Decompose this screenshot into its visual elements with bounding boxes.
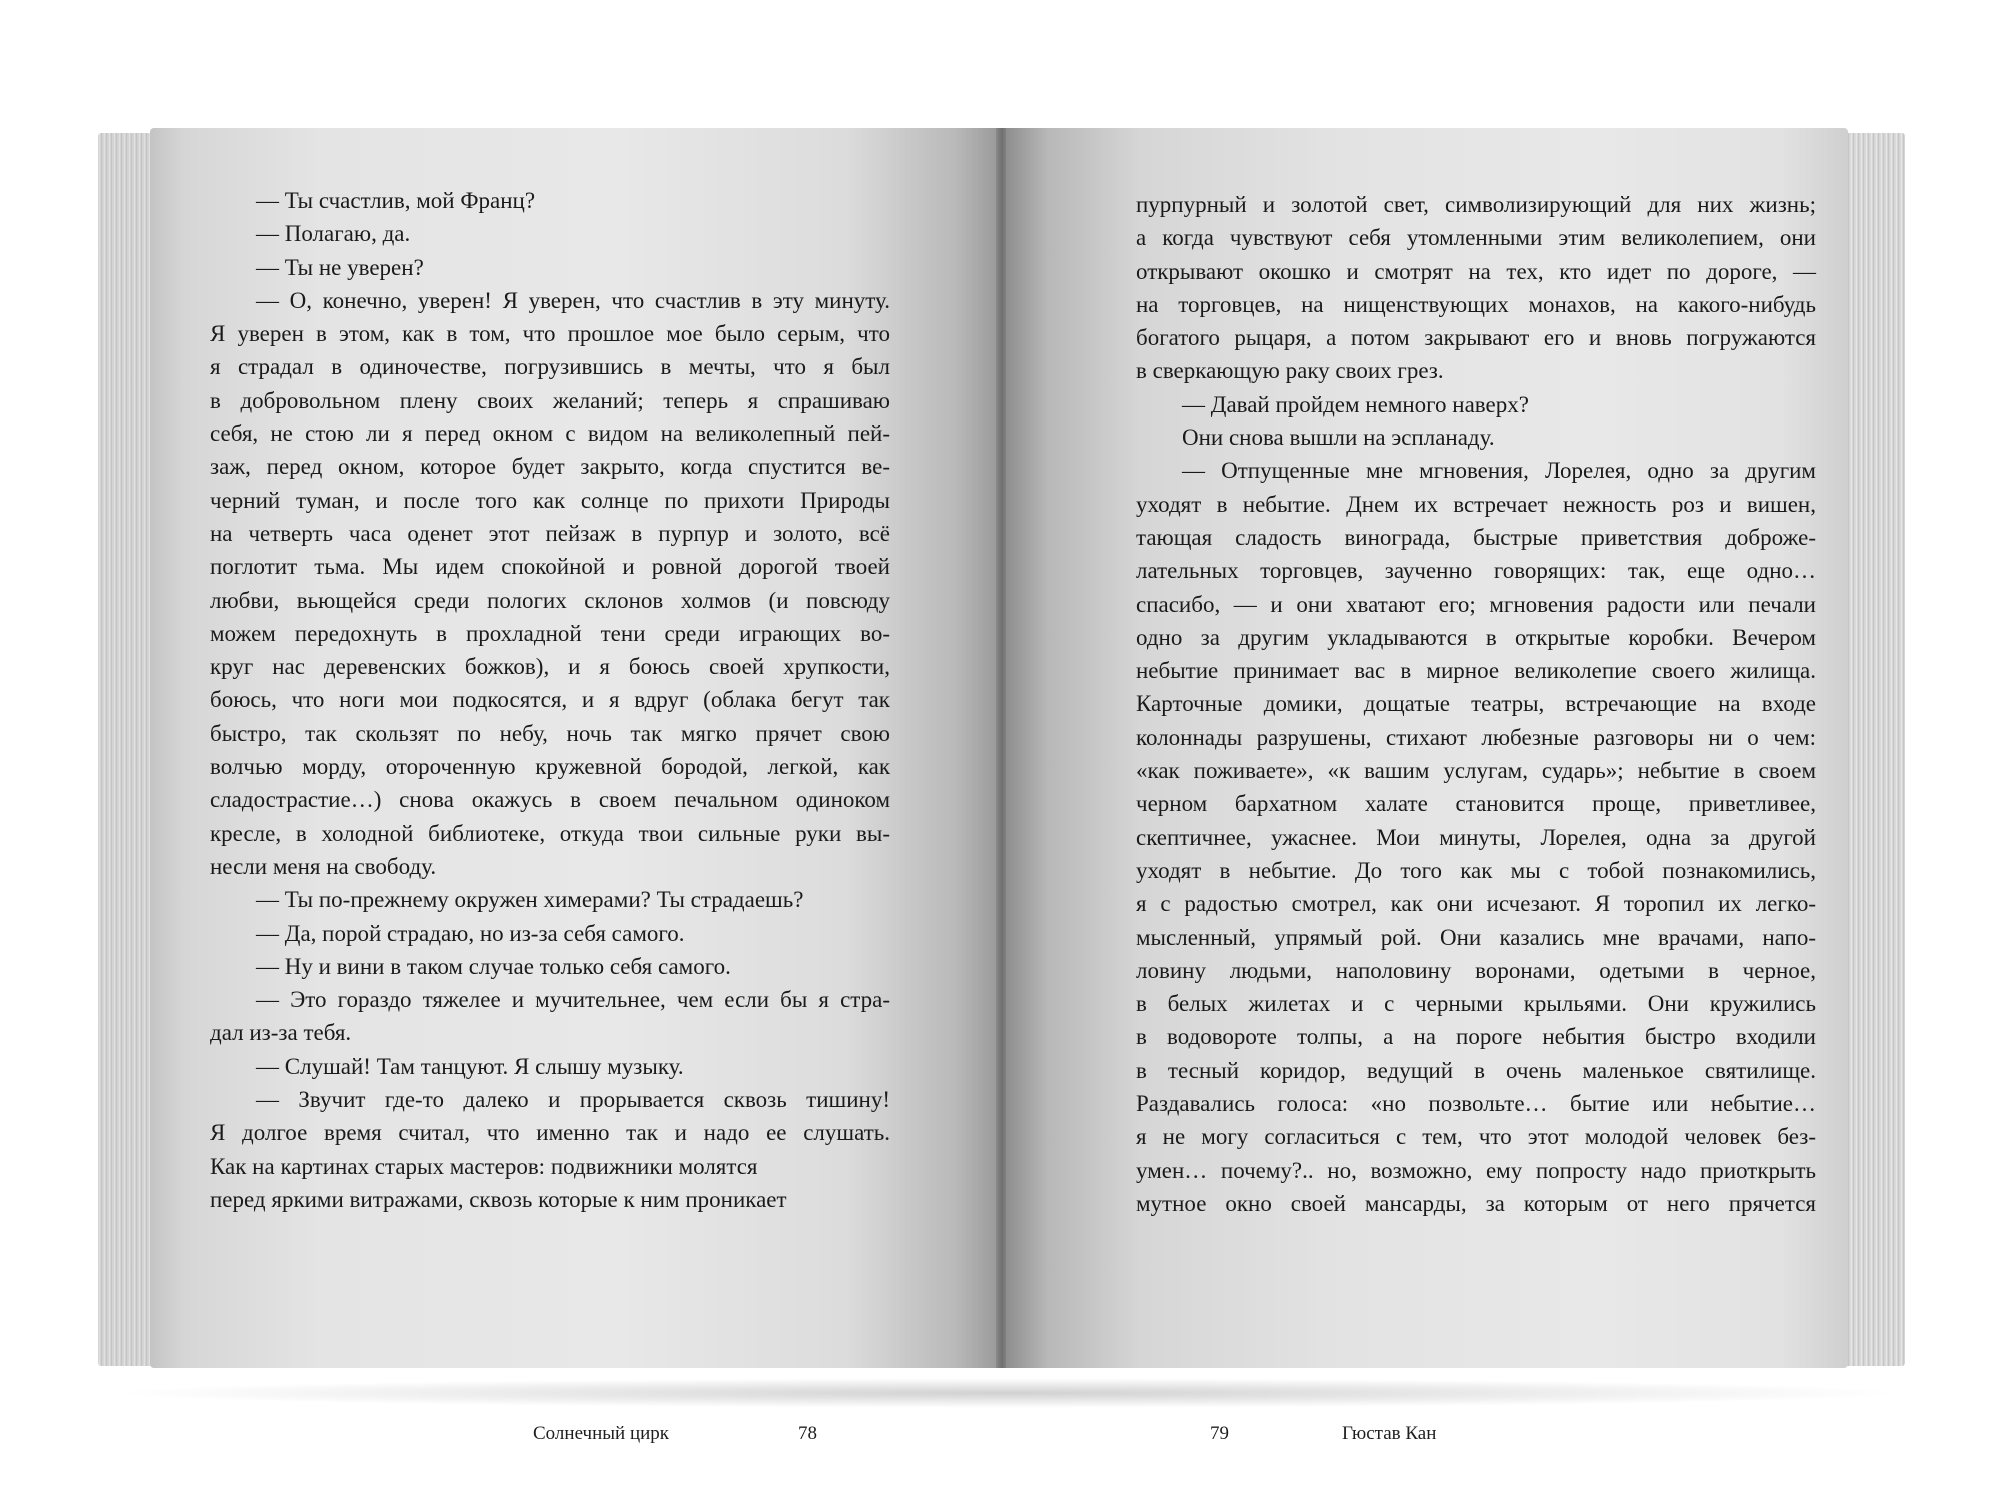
text-line: я с радостью смотрел, как они исчезают. Я торопил их легко- bbox=[1136, 891, 1816, 917]
text-line: уходят в небытие. До того как мы с тобой познакомились, bbox=[1136, 857, 1816, 883]
text-line: на торговцев, на нищенствующих монахов, на какого-нибудь bbox=[1136, 291, 1816, 317]
left-page-text bbox=[210, 184, 890, 1216]
page-number-right: 79 bbox=[1210, 1423, 1229, 1444]
text-line: открывают окошко и смотрят на тех, кто идет по дороге, — bbox=[1136, 258, 1816, 284]
text-line: кресле, в холодной библиотеке, откуда твои сильные руки вы- bbox=[210, 820, 890, 846]
text-line: мутное окно своей мансарды, за которым от него прячется bbox=[1136, 1190, 1816, 1216]
running-title: Солнечный цирк bbox=[533, 1423, 670, 1444]
text-line: в водовороте толпы, а на пороге небытия быстро входили bbox=[1136, 1024, 1816, 1050]
text-line: я не могу согласиться с тем, что этот молодой человек без- bbox=[1136, 1124, 1816, 1150]
text-line: скептичнее, ужаснее. Мои минуты, Лорелея, одна за другой bbox=[1136, 824, 1816, 850]
running-author: Гюстав Кан bbox=[1342, 1423, 1437, 1444]
text-line: — Ты счастлив, мой Франц? bbox=[256, 188, 536, 213]
text-line: на четверть часа оденет этот пейзаж в пурпур и золото, всё bbox=[210, 520, 890, 546]
text-line: заж, перед окном, которое будет закрыто, когда спустится ве- bbox=[210, 454, 890, 480]
text-line: — Ты по-прежнему окружен химерами? Ты страдаешь? bbox=[256, 887, 804, 913]
text-line: — Полагаю, да. bbox=[256, 221, 411, 247]
text-line: в белых жилетах и с черными крыльями. Они кружились bbox=[1136, 991, 1816, 1017]
text-line: можем передохнуть в прохладной тени среди играющих во- bbox=[210, 620, 890, 646]
left-page bbox=[150, 128, 998, 1444]
text-line: мысленный, упрямый рой. Они казались мне врачами, напо- bbox=[1136, 924, 1816, 950]
book-shadow bbox=[108, 1378, 1908, 1408]
right-page-edges bbox=[1845, 133, 1905, 1366]
text-line: лательных торговцев, заученно говорящих: так, еще одно… bbox=[1136, 558, 1816, 584]
text-line: а когда чувствуют себя утомленными этим великолепием, они bbox=[1136, 225, 1816, 251]
text-line: небытие принимает вас в мирное великолепие своего жилища. bbox=[1136, 658, 1816, 684]
text-line: Я долгое время считал, что именно так и надо ее слушать. bbox=[210, 1120, 890, 1146]
text-line: я страдал в одиночестве, погрузившись в мечты, что я был bbox=[210, 354, 890, 380]
text-line: пурпурный и золотой свет, символизирующий для них жизнь; bbox=[1136, 192, 1816, 217]
text-line: Как на картинах старых мастеров: подвижники молятся bbox=[210, 1153, 758, 1179]
text-line: — Ты не уверен? bbox=[256, 254, 424, 280]
text-line: волчью морду, отороченную кружевной бородой, легкой, как bbox=[210, 754, 890, 780]
text-line: — Звучит где-то далеко и прорывается сквозь тишину! bbox=[256, 1087, 890, 1113]
text-line: дал из-за тебя. bbox=[210, 1020, 352, 1046]
text-line: умен… почему?.. но, возможно, ему попросту надо приоткрыть bbox=[1136, 1157, 1816, 1183]
text-line: тающая сладость винограда, быстрые приветствия доброже- bbox=[1136, 524, 1816, 550]
text-line: сладострастие…) снова окажусь в своем печальном одиноком bbox=[210, 787, 890, 813]
text-line: себя, не стою ли я перед окном с видом на великолепный пей- bbox=[210, 421, 890, 447]
text-line: Карточные домики, дощатые театры, встречающие на входе bbox=[1136, 691, 1816, 717]
text-line: боюсь, что ноги мои подкосятся, и я вдруг (облака бегут так bbox=[210, 687, 890, 713]
right-page-text bbox=[1136, 188, 1816, 1220]
left-page-edges bbox=[98, 133, 154, 1366]
text-line: несли меня на свободу. bbox=[210, 853, 437, 879]
text-line: спасибо, — и они хватают его; мгновения радости или печали bbox=[1136, 591, 1816, 617]
text-line: в тесный коридор, ведущий в очень маленькое святилище. bbox=[1136, 1057, 1816, 1083]
text-line: Я уверен в этом, как в том, что прошлое мое было серым, что bbox=[210, 321, 890, 347]
text-line: — Это гораздо тяжелее и мучительнее, чем если бы я стра- bbox=[256, 987, 890, 1013]
text-line: ловину людьми, наполовину воронами, одетыми в черное, bbox=[1136, 957, 1816, 983]
text-line: — Отпущенные мне мгновения, Лорелея, одно за другим bbox=[1182, 458, 1816, 484]
text-line: одно за другим укладываются в открытые коробки. Вечером bbox=[1136, 624, 1816, 650]
text-line: — Да, порой страдаю, но из-за себя самого. bbox=[256, 920, 685, 946]
text-line: Они снова вышли на эспланаду. bbox=[1182, 425, 1495, 451]
right-page bbox=[1006, 128, 1848, 1444]
text-line: — О, конечно, уверен! Я уверен, что счастлив в эту минуту. bbox=[256, 287, 890, 313]
text-line: любви, вьющейся среди пологих склонов холмов (и повсюду bbox=[210, 587, 890, 613]
text-line: уходят в небытие. Днем их встречает нежность роз и вишен, bbox=[1136, 491, 1816, 517]
text-line: черном бархатном халате становится проще, приветливее, bbox=[1136, 791, 1816, 817]
text-line: богатого рыцаря, а потом закрывают его и вновь погружаются bbox=[1136, 325, 1816, 351]
text-line: — Ну и вини в таком случае только себя самого. bbox=[256, 953, 731, 979]
text-line: черний туман, и после того как солнце по прихоти Природы bbox=[210, 487, 890, 513]
text-line: в сверкающую раку своих грез. bbox=[1136, 358, 1444, 384]
text-line: круг нас деревенских божков), и я боюсь своей хрупкости, bbox=[210, 654, 890, 680]
text-line: перед яркими витражами, сквозь которые к ним проникает bbox=[210, 1186, 787, 1212]
text-line: колоннады разрушены, стихают любезные разговоры ни о чем: bbox=[1136, 724, 1816, 750]
text-line: — Слушай! Там танцуют. Я слышу музыку. bbox=[256, 1053, 684, 1079]
page-number-left: 78 bbox=[798, 1423, 817, 1444]
text-line: — Давай пройдем немного наверх? bbox=[1182, 391, 1529, 417]
text-line: поглотит тьма. Мы идем спокойной и ровной дорогой твоей bbox=[210, 554, 890, 580]
text-line: Раздавались голоса: «но позвольте… бытие или небытие… bbox=[1136, 1091, 1816, 1117]
text-line: в добровольном плену своих желаний; теперь я спрашиваю bbox=[210, 387, 890, 413]
text-line: быстро, так скользят по небу, ночь так мягко прячет свою bbox=[210, 720, 890, 746]
text-line: «как поживаете», «к вашим услугам, сударь»; небытие в своем bbox=[1136, 758, 1816, 784]
